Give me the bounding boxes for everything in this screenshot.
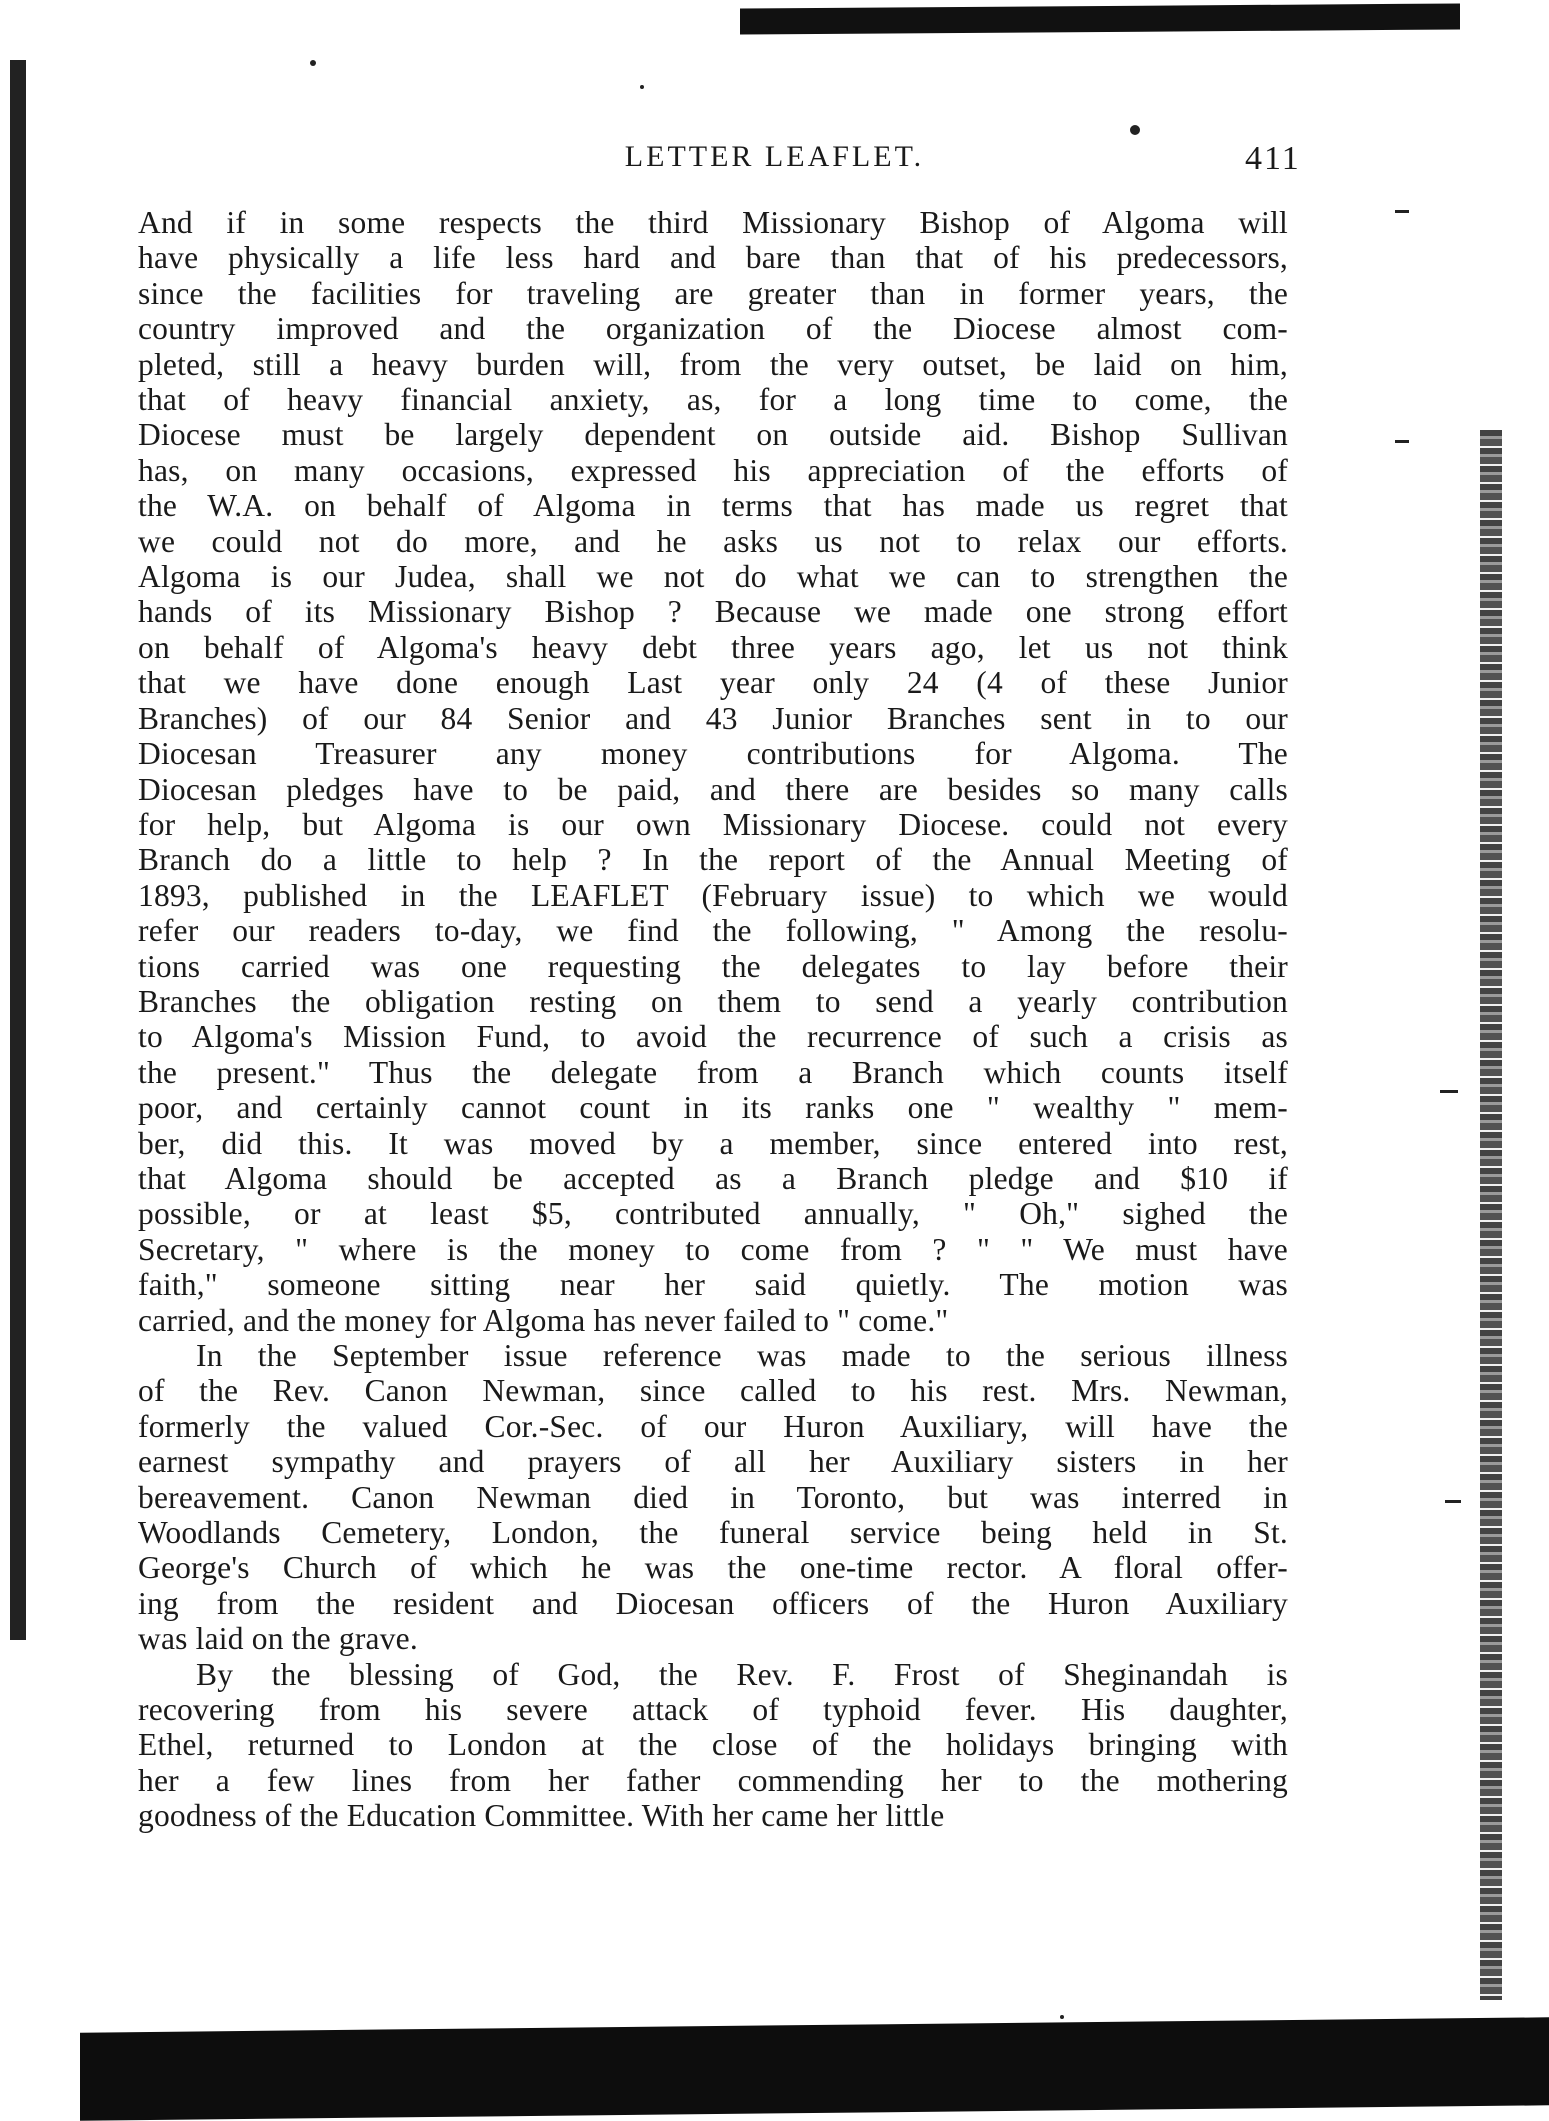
text-line: poor, and certainly cannot count in its ranks one " wealthy " mem-	[138, 1090, 1288, 1126]
text-line: faith," someone sitting near her said quietly. The motion was	[138, 1267, 1288, 1303]
scan-edge-right	[1480, 430, 1502, 2000]
paragraph	[138, 1657, 1288, 1834]
text-line: for help, but Algoma is our own Missionary Diocese. could not every	[138, 806, 1288, 842]
text-line: that Algoma should be accepted as a Branch pledge and $10 if	[138, 1160, 1288, 1196]
text-line: was laid on the grave.	[138, 1621, 418, 1657]
text-line: Diocese must be largely dependent on outside aid. Bishop Sullivan	[138, 417, 1288, 453]
text-line: Ethel, returned to London at the close of the holidays bringing with	[138, 1727, 1288, 1763]
text-line: ber, did this. It was moved by a member, since entered into rest,	[138, 1125, 1288, 1161]
text-line: since the facilities for traveling are greater than in former years, the	[138, 275, 1288, 311]
paragraph	[138, 1338, 1288, 1657]
text-line: goodness of the Education Committee. With her came her little	[138, 1798, 945, 1834]
text-line: Diocesan pledges have to be paid, and there are besides so many calls	[138, 771, 1288, 807]
text-line: By the blessing of God, the Rev. F. Frost of Sheginandah is	[196, 1656, 1288, 1692]
scan-speck	[1395, 210, 1409, 213]
running-head	[0, 140, 1549, 180]
text-line: of the Rev. Canon Newman, since called to his rest. Mrs. Newman,	[138, 1373, 1288, 1409]
scan-edge-left	[10, 60, 26, 1640]
scan-speck	[310, 60, 316, 66]
text-line: pleted, still a heavy burden will, from the very outset, be laid on him,	[138, 346, 1288, 382]
scan-speck	[1440, 1090, 1458, 1093]
page-number: 411	[1245, 140, 1301, 177]
text-line: bereavement. Canon Newman died in Toronto, but was interred in	[138, 1479, 1288, 1515]
text-line: the present." Thus the delegate from a Branch which counts itself	[138, 1054, 1288, 1090]
text-line: ing from the resident and Diocesan officers of the Huron Auxiliary	[138, 1585, 1288, 1621]
text-line: on behalf of Algoma's heavy debt three years ago, let us not think	[138, 629, 1288, 665]
text-line: that we have done enough Last year only 24 (4 of these Junior	[138, 665, 1288, 701]
text-line: And if in some respects the third Missionary Bishop of Algoma will	[138, 205, 1288, 240]
text-line: Secretary, " where is the money to come from ? " " We must have	[138, 1231, 1288, 1267]
scan-speck	[640, 85, 644, 89]
text-line: that of heavy financial anxiety, as, for a long time to come, the	[138, 382, 1288, 418]
scan-speck	[1395, 440, 1409, 443]
text-line: Branch do a little to help ? In the report of the Annual Meeting of	[138, 842, 1288, 878]
text-line: formerly the valued Cor.-Sec. of our Huron Auxiliary, will have the	[138, 1408, 1288, 1444]
scan-speck	[1445, 1500, 1461, 1503]
paragraph	[138, 205, 1288, 1338]
text-body	[138, 205, 1288, 1834]
text-line: earnest sympathy and prayers of all her Auxiliary sisters in her	[138, 1444, 1288, 1480]
text-line: to Algoma's Mission Fund, to avoid the recurrence of such a crisis as	[138, 1019, 1288, 1055]
text-line: Branches the obligation resting on them to send a yearly contribution	[138, 983, 1288, 1019]
text-line: Woodlands Cemetery, London, the funeral service being held in St.	[138, 1515, 1288, 1551]
text-line: recovering from his severe attack of typhoid fever. His daughter,	[138, 1692, 1288, 1728]
text-line: have physically a life less hard and bare than that of his predecessors,	[138, 240, 1288, 276]
text-line: Diocesan Treasurer any money contributions for Algoma. The	[138, 736, 1288, 772]
page-title: LETTER LEAFLET.	[624, 140, 925, 173]
text-line: In the September issue reference was made to the serious illness	[196, 1338, 1288, 1373]
text-line: carried, and the money for Algoma has never failed to " come."	[138, 1302, 949, 1338]
text-line: refer our readers to-day, we find the following, " Among the resolu-	[138, 913, 1288, 949]
text-line: has, on many occasions, expressed his appreciation of the efforts of	[138, 452, 1288, 488]
scan-edge-bottom	[80, 2017, 1549, 2120]
text-line: we could not do more, and he asks us not to relax our efforts.	[138, 523, 1288, 559]
text-line: 1893, published in the LEAFLET (February issue) to which we would	[138, 877, 1288, 913]
scan-speck	[1060, 2015, 1064, 2019]
scan-speck	[1130, 125, 1140, 135]
scan-edge-top	[740, 3, 1460, 34]
text-line: George's Church of which he was the one-time rector. A floral offer-	[138, 1550, 1288, 1586]
text-line: Branches) of our 84 Senior and 43 Junior Branches sent in to our	[138, 700, 1288, 736]
text-line: hands of its Missionary Bishop ? Because we made one strong effort	[138, 594, 1288, 630]
text-line: possible, or at least $5, contributed annually, " Oh," sighed the	[138, 1196, 1288, 1232]
text-line: her a few lines from her father commending her to the mothering	[138, 1762, 1288, 1798]
text-line: tions carried was one requesting the delegates to lay before their	[138, 948, 1288, 984]
text-line: the W.A. on behalf of Algoma in terms that has made us regret that	[138, 488, 1288, 524]
text-line: Algoma is our Judea, shall we not do what we can to strengthen the	[138, 559, 1288, 595]
text-line: country improved and the organization of the Diocese almost com-	[138, 311, 1288, 347]
